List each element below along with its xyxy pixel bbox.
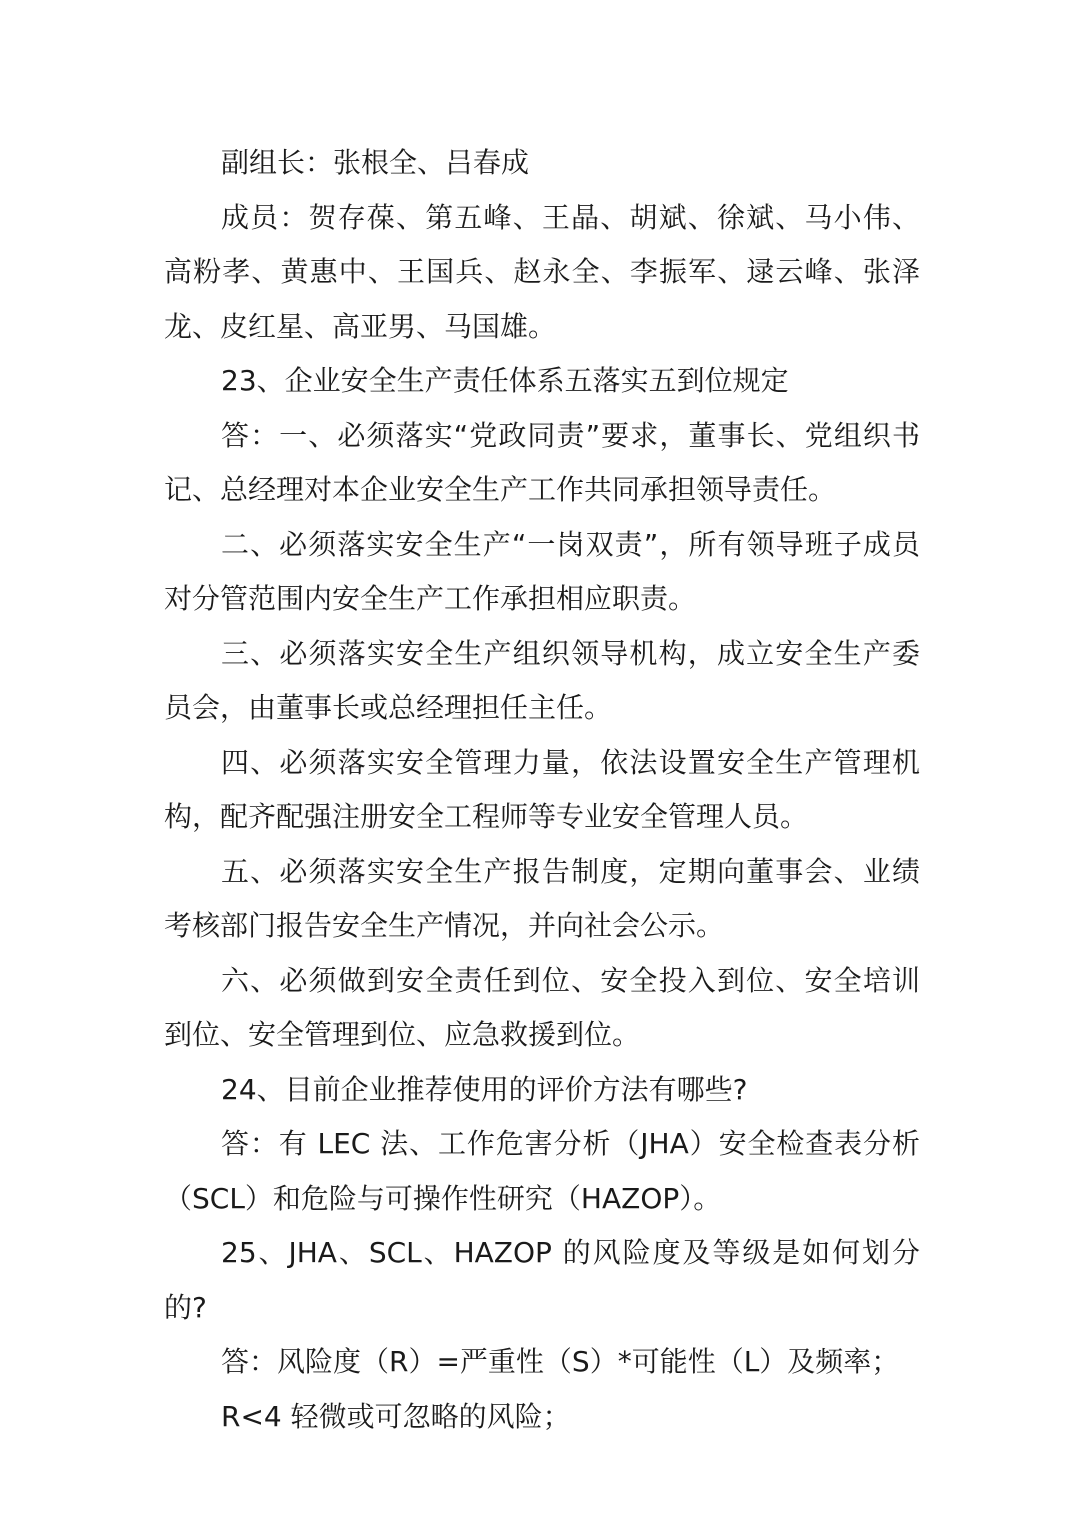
answer-23-item-3: 三、必须落实安全生产组织领导机构，成立安全生产委员会，由董事长或总经理担任主任。 [164, 636, 920, 724]
answer-23-item-5: 五、必须落实安全生产报告制度，定期向董事会、业绩考核部门报告安全生产情况，并向社会公示。 [164, 854, 920, 942]
answer-23-item-2: 二、必须落实安全生产“一岗双责”，所有领导班子成员对分管范围内安全生产工作承担相应职责。 [164, 527, 920, 615]
paragraph-members: 成员：贺存葆、第五峰、王晶、胡斌、徐斌、马小伟、高粉孝、黄惠中、王国兵、赵永全、李振军、逯云峰、张泽龙、皮红星、高亚男、马国雄。 [164, 200, 920, 343]
answer-23-item-1: 答：一、必须落实“党政同责”要求，董事长、党组织书记、总经理对本企业安全生产工作共同承担领导责任。 [164, 418, 920, 506]
answer-23-item-4: 四、必须落实安全管理力量，依法设置安全生产管理机构，配齐配强注册安全工程师等专业安全管理人员。 [164, 745, 920, 833]
answer-25-level-1: R<4 轻微或可忽略的风险； [221, 1399, 571, 1433]
question-25: 25、JHA、SCL、HAZOP 的风险度及等级是如何划分的? [164, 1236, 920, 1324]
answer-24: 答：有 LEC 法、工作危害分析（JHA）安全检查表分析（SCL）和危险与可操作性研究（HAZOP）。 [164, 1127, 920, 1215]
answer-23-item-6: 六、必须做到安全责任到位、安全投入到位、安全培训到位、安全管理到位、应急救援到位。 [164, 963, 920, 1051]
question-23: 23、企业安全生产责任体系五落实五到位规定 [221, 364, 789, 397]
answer-25-formula: 答：风险度（R）=严重性（S）*可能性（L）及频率； [221, 1345, 900, 1378]
paragraph-deputy-leaders: 副组长：张根全、吕春成 [221, 146, 530, 179]
document-page [164, 136, 920, 1444]
question-24: 24、目前企业推荐使用的评价方法有哪些? [221, 1072, 748, 1106]
